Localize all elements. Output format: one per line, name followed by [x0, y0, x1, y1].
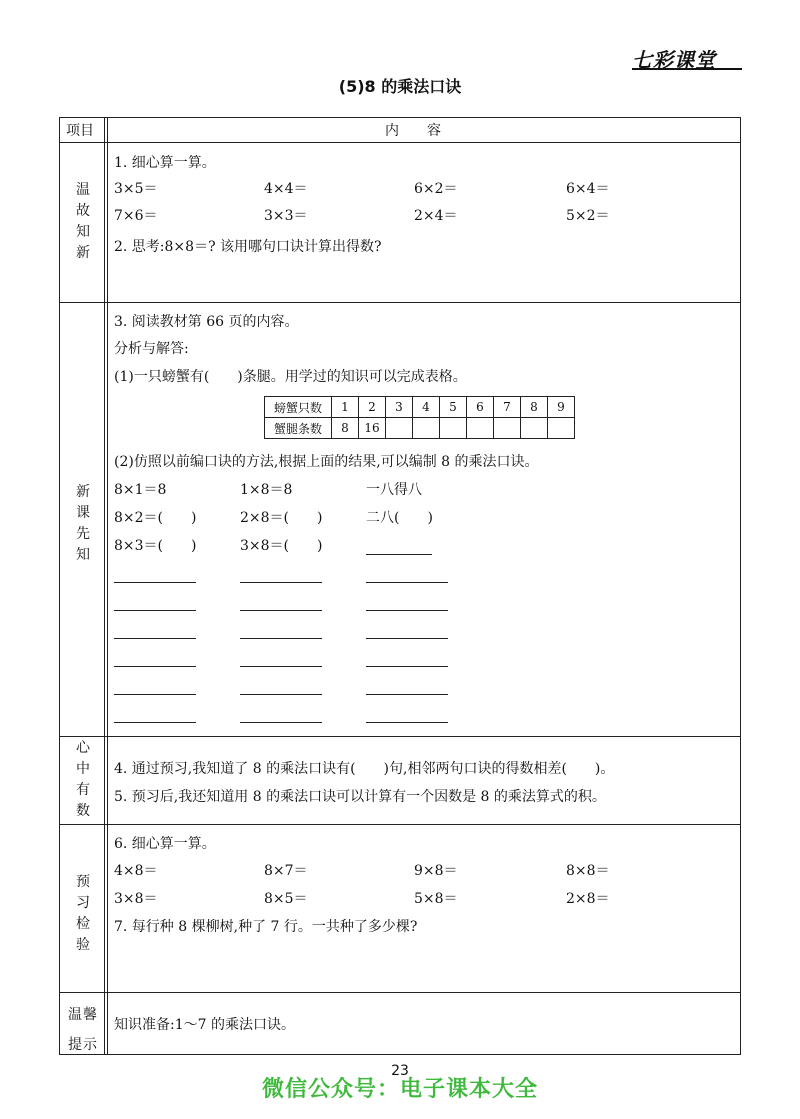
- page-number: 23: [391, 1063, 409, 1079]
- section-label-tips: 温馨提示: [68, 1007, 98, 1053]
- table-cell: [467, 418, 494, 439]
- section-label-preview: 新课先知: [76, 484, 90, 563]
- crab-legs-table: [264, 396, 575, 439]
- review-expr: 5×2＝: [566, 208, 610, 224]
- check-expr: 8×8＝: [566, 863, 610, 879]
- row-divider-check: [59, 992, 741, 993]
- formula: 一八得八: [366, 482, 422, 498]
- header-content: 内 容: [385, 123, 441, 139]
- table-cell: 8: [332, 418, 359, 439]
- question-7: 7. 每行种 8 棵柳树,种了 7 行。一共种了多少棵?: [114, 919, 418, 935]
- review-expr: 3×3＝: [264, 208, 308, 224]
- review-expr: 7×6＝: [114, 208, 158, 224]
- row-divider-preview: [59, 736, 741, 737]
- answer-blank[interactable]: [114, 610, 196, 611]
- table-cell: 8: [521, 397, 548, 418]
- table-cell: 4: [413, 397, 440, 418]
- formula: 2×8＝( ): [240, 510, 323, 526]
- answer-blank[interactable]: [114, 722, 196, 723]
- answer-blank[interactable]: [366, 694, 448, 695]
- section-label-mind: 心中有数: [76, 740, 90, 819]
- table-cell: [494, 418, 521, 439]
- question-1: 1. 细心算一算。: [114, 155, 216, 171]
- check-expr: 8×7＝: [264, 863, 308, 879]
- tips-text: 知识准备:1～7 的乘法口诀。: [114, 1017, 295, 1033]
- logo-underline: [632, 68, 742, 70]
- review-expr: 4×4＝: [264, 181, 308, 197]
- table-cell: [386, 418, 413, 439]
- review-expr: 2×4＝: [414, 208, 458, 224]
- brand-logo: 七彩课堂: [632, 48, 716, 72]
- row-divider-mind: [59, 824, 741, 825]
- analysis-label: 分析与解答:: [114, 341, 189, 357]
- part-2: (2)仿照以前编口诀的方法,根据上面的结果,可以编制 8 的乘法口诀。: [114, 454, 539, 470]
- formula: 二八( ): [366, 510, 433, 526]
- formula: 8×2＝( ): [114, 510, 197, 526]
- question-5: 5. 预习后,我还知道用 8 的乘法口诀可以计算有一个因数是 8 的乘法算式的积。: [114, 789, 606, 805]
- answer-blank[interactable]: [366, 554, 432, 555]
- formula: 8×1＝8: [114, 482, 167, 498]
- question-6: 6. 细心算一算。: [114, 836, 216, 852]
- column-divider: [104, 117, 105, 1055]
- answer-blank[interactable]: [366, 638, 448, 639]
- answer-blank[interactable]: [240, 694, 322, 695]
- review-expr: 6×2＝: [414, 181, 458, 197]
- check-expr: 4×8＝: [114, 863, 158, 879]
- answer-blank[interactable]: [240, 610, 322, 611]
- table-row: [265, 418, 575, 439]
- table-cell: 1: [332, 397, 359, 418]
- formula: 3×8＝( ): [240, 538, 323, 554]
- table-row: [265, 397, 575, 418]
- answer-blank[interactable]: [366, 610, 448, 611]
- row-divider-review: [59, 302, 741, 303]
- answer-blank[interactable]: [240, 582, 322, 583]
- section-label-check: 预习检验: [76, 874, 90, 953]
- table-cell: [440, 418, 467, 439]
- review-expr: 6×4＝: [566, 181, 610, 197]
- check-expr: 5×8＝: [414, 891, 458, 907]
- formula: 1×8＝8: [240, 482, 293, 498]
- question-4: 4. 通过预习,我知道了 8 的乘法口诀有( )句,相邻两句口诀的得数相差( )。: [114, 761, 615, 777]
- page-title: (5)8 的乘法口诀: [338, 77, 462, 96]
- answer-blank[interactable]: [114, 582, 196, 583]
- table-cell: 9: [548, 397, 575, 418]
- answer-blank[interactable]: [366, 722, 448, 723]
- check-expr: 8×5＝: [264, 891, 308, 907]
- table-cell: 3: [386, 397, 413, 418]
- question-3: 3. 阅读教材第 66 页的内容。: [114, 314, 299, 330]
- check-expr: 3×8＝: [114, 891, 158, 907]
- watermark: 微信公众号：电子课本大全: [261, 1077, 538, 1102]
- answer-blank[interactable]: [240, 666, 322, 667]
- answer-blank[interactable]: [114, 666, 196, 667]
- answer-blank[interactable]: [114, 694, 196, 695]
- table-cell: [548, 418, 575, 439]
- answer-blank[interactable]: [240, 722, 322, 723]
- answer-blank[interactable]: [114, 638, 196, 639]
- table-cell: 7: [494, 397, 521, 418]
- question-2: 2. 思考:8×8＝? 该用哪句口诀计算出得数?: [114, 239, 382, 255]
- table-cell: 16: [359, 418, 386, 439]
- part-1: (1)一只螃蟹有( )条腿。用学过的知识可以完成表格。: [114, 369, 467, 385]
- table-row-label: 蟹腿条数: [265, 418, 332, 439]
- review-expr: 3×5＝: [114, 181, 158, 197]
- table-row-label: 螃蟹只数: [265, 397, 332, 418]
- table-cell: [413, 418, 440, 439]
- table-cell: [521, 418, 548, 439]
- row-divider-header: [59, 142, 741, 143]
- table-cell: 2: [359, 397, 386, 418]
- table-cell: 5: [440, 397, 467, 418]
- table-cell: 6: [467, 397, 494, 418]
- check-expr: 2×8＝: [566, 891, 610, 907]
- column-divider-inner: [107, 117, 108, 1055]
- worksheet-table: [59, 117, 741, 1055]
- answer-blank[interactable]: [240, 638, 322, 639]
- answer-blank[interactable]: [366, 582, 448, 583]
- formula: 8×3＝( ): [114, 538, 197, 554]
- section-label-review: 温故知新: [76, 182, 90, 261]
- answer-blank[interactable]: [366, 666, 448, 667]
- header-item: 项目: [66, 123, 94, 139]
- check-expr: 9×8＝: [414, 863, 458, 879]
